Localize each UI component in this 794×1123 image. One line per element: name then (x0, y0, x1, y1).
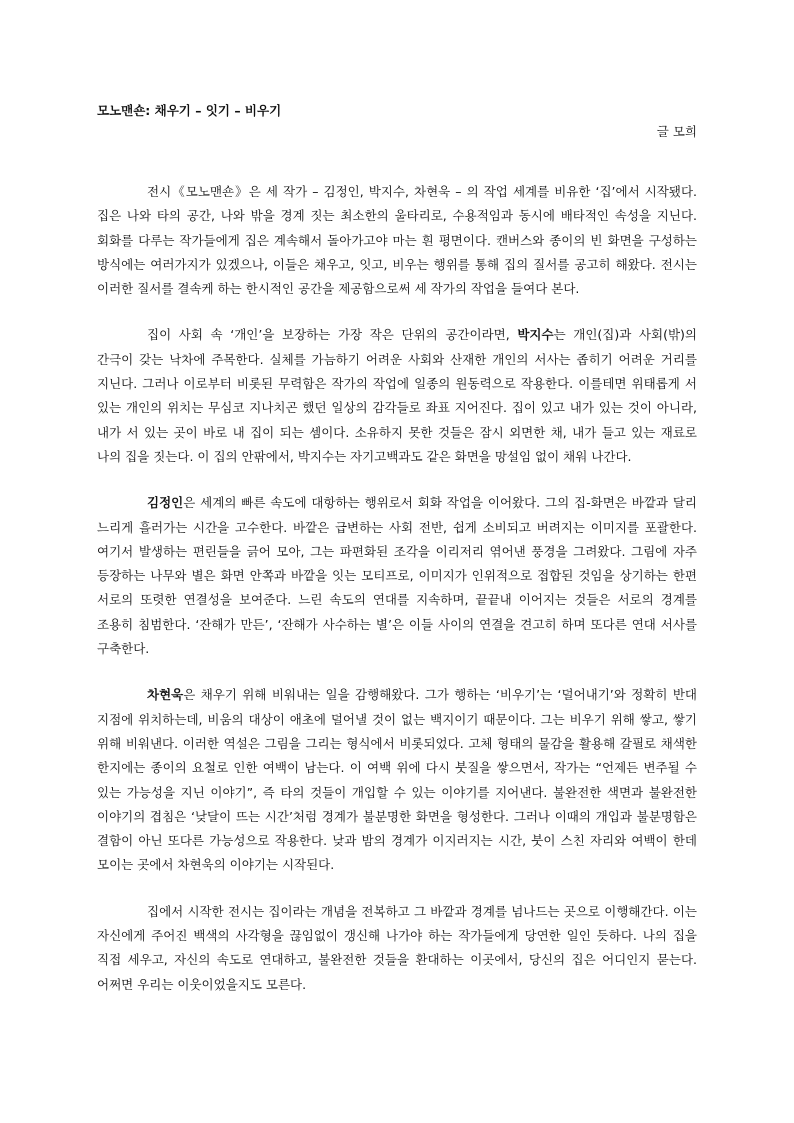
document-title: 모노맨숀: 채우기 – 잇기 – 비우기 (97, 103, 282, 118)
paragraph-intro (97, 180, 697, 301)
paragraph-park-jisu (97, 323, 697, 469)
paragraph-text: 집에서 시작한 전시는 집이라는 개념을 전복하고 그 바깥과 경계를 넘나드는 곳으로 이행해간다. 이는 자신에게 주어진 백색의 사각형을 끊임없이 갱신해 나가야 하는 작가들에게 당연한 일인 듯하다. 나의 집을 직접 세우고, 자신의 속도로 연대하고, 불완전한 것들을 환대하는 이곳에서, 당신의 집은 어디인지 묻는다. 어쩌면 우리는 이웃이었을지도 모른다. (97, 903, 697, 992)
paragraph-text: 전시《모노맨숀》은 세 작가 – 김정인, 박지수, 차현욱 – 의 작업 세계를 비유한 ‘집’에서 시작됐다. 집은 나와 타의 공간, 나와 밖을 경계 짓는 최소한의 울타리로, 수용적임과 동시에 배타적인 속성을 지닌다. 회화를 다루는 작가들에게 집은 계속해서 돌아가고야 마는 흰 평면이다. 캔버스와 종이의 빈 화면을 구성하는 방식에는 여러가지가 있겠으나, 이들은 채우고, 잇고, 비우는 행위를 통해 집의 질서를 공고히 해왔다. 전시는 이러한 질서를 결속케 하는 한시적인 공간을 제공함으로써 세 작가의 작업을 들여다 본다. (97, 184, 697, 297)
paragraph-kim-jeongin (97, 491, 697, 661)
document-page (97, 0, 697, 1123)
paragraph-text: 집이 사회 속 ‘개인’을 보장하는 가장 작은 단위의 공간이라면, 박지수는 개인(집)과 사회(밖)의 간극이 갖는 낙차에 주목한다. 실체를 가늠하기 어려운 사회와 산재한 개인의 서사는 좁히기 어려운 거리를 지닌다. 그러나 이로부터 비롯된 무력함은 작가의 작업에 일종의 원동력으로 작용한다. 이를테면 위태롭게 서 있는 개인의 위치는 무심코 지나치곤 했던 일상의 감각들로 좌표 지어진다. 집이 있고 내가 있는 것이 아니라, 내가 서 있는 곳이 바로 내 집이 되는 셈이다. 소유하지 못한 것들은 잠시 외면한 채, 내가 들고 있는 재료로 나의 집을 짓는다. 이 집의 안팎에서, 박지수는 자기고백과도 같은 화면을 망설임 없이 채워 나간다. (97, 327, 697, 464)
artist-name-lead: 차현욱 (147, 687, 184, 703)
paragraph-conclusion (97, 900, 697, 997)
author-credit: 글 모희 (656, 124, 697, 139)
essay-body (97, 180, 697, 1019)
paragraph-text: 은 채우기 위해 비워내는 일을 감행해왔다. 그가 행하는 ‘비우기’는 ‘덜어내기’와 정확히 반대 지점에 위치하는데, 비움의 대상이 애초에 덜어낼 것이 없는 백지이기 때문이다. 그는 비우기 위해 쌓고, 쌓기 위해 비워낸다. 이러한 역설은 그림을 그리는 형식에서 비롯되었다. 고체 형태의 물감을 활용해 갈필로 채색한 한지에는 종이의 요철로 인한 여백이 남는다. 이 여백 위에 다시 붓질을 쌓으면서, 작가는 “언제든 변주될 수 있는 가능성을 지닌 이야기”, 즉 타의 것들이 개입할 수 있는 이야기를 지어낸다. 불완전한 색면과 불완전한 이야기의 겹침은 ‘낮달이 뜨는 시간’처럼 경계가 불분명한 화면을 형성한다. 그러나 이때의 개입과 불분명함은 결함이 아닌 또다른 가능성으로 작용한다. 낮과 밤의 경계가 이지러지는 시간, 붓이 스친 자리와 여백이 한데 모이는 곳에서 차현욱의 이야기는 시작된다. (97, 687, 697, 873)
artist-name-lead: 김정인 (147, 495, 184, 511)
paragraph-cha-hyunwook (97, 683, 697, 877)
paragraph-text: 은 세계의 빠른 속도에 대항하는 행위로서 회화 작업을 이어왔다. 그의 집-화면은 바깥과 달리 느리게 흘러가는 시간을 고수한다. 바깥은 급변하는 사회 전반, 쉽게 소비되고 버려지는 이미지를 포괄한다. 여기서 발생하는 편린들을 긁어 모아, 그는 파편화된 조각을 이리저리 엮어낸 풍경을 그려왔다. 그림에 자주 등장하는 나무와 별은 화면 안쪽과 바깥을 잇는 모티프로, 이미지가 인위적으로 접합된 것임을 상기하는 한편 서로의 또렷한 연결성을 보여준다. 느린 속도의 연대를 지속하며, 끝끝내 이어지는 것들은 서로의 경계를 조용히 침범한다. ‘잔해가 만든’, ‘잔해가 사수하는 별’은 이들 사이의 연결을 견고히 하며 또다른 연대 서사를 구축한다. (97, 495, 697, 657)
